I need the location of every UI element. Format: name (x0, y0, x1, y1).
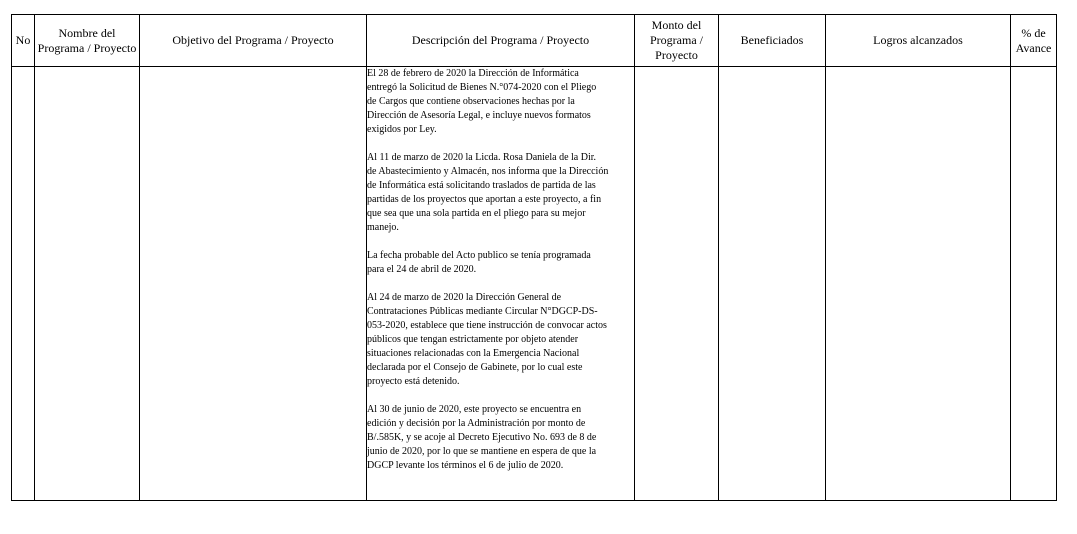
header-no: No (12, 15, 35, 67)
table-row (12, 67, 1057, 501)
header-objetivo: Objetivo del Programa / Proyecto (140, 15, 367, 67)
header-row (12, 15, 1057, 67)
descripcion-paragraph: El 28 de febrero de 2020 la Dirección de Informática entregó la Solicitud de Bienes N.°074-2020 con el Pliego de Cargos que contiene observaciones hechas por la Dirección de Asesoría Legal, e incluye nuevos formatos exigidos por Ley. (367, 68, 597, 135)
header-beneficiados: Beneficiados (719, 15, 826, 67)
cell-no (12, 67, 35, 501)
descripcion-paragraph: Al 11 de marzo de 2020 la Licda. Rosa Daniela de la Dir. de Abastecimiento y Almacén, nos informa que la Dirección de Informática está solicitando traslados de partida de las partidas de los proyectos que aportan a este proyecto, a fin que sea que una sola partida en el pliego para su mejor manejo. (367, 152, 609, 233)
cell-descripcion (367, 67, 635, 501)
project-report-table (11, 14, 1057, 501)
cell-nombre (35, 67, 140, 501)
descripcion-paragraph: Al 30 de junio de 2020, este proyecto se encuentra en edición y decisión por la Administración por monto de B/.585K, y se acoje al Decreto Ejecutivo No. 693 de 8 de junio de 2020, por lo que se mantiene en espera de que la DGCP levante los términos el 6 de julio de 2020. (367, 404, 597, 471)
header-nombre: Nombre del Programa / Proyecto (35, 15, 140, 67)
descripcion-paragraph: Al 24 de marzo de 2020 la Dirección General de Contrataciones Públicas mediante Circular N°DGCP-DS- 053-2020, establece que tiene instrucción de convocar actos públicos que tengan estrictamente por objeto atender situaciones relacionadas con la Emergencia Nacional declarada por el Consejo de Gabinete, por lo cual este proyecto está detenido. (367, 292, 607, 387)
header-avance: % de Avance (1011, 15, 1057, 67)
cell-objetivo (140, 67, 367, 501)
descripcion-paragraph: La fecha probable del Acto publico se tenía programada para el 24 de abril de 2020. (367, 250, 591, 275)
cell-logros (826, 67, 1011, 501)
header-monto: Monto del Programa / Proyecto (635, 15, 719, 67)
header-descripcion: Descripción del Programa / Proyecto (367, 15, 635, 67)
cell-monto (635, 67, 719, 501)
cell-beneficiados (719, 67, 826, 501)
cell-avance (1011, 67, 1057, 501)
header-logros: Logros alcanzados (826, 15, 1011, 67)
